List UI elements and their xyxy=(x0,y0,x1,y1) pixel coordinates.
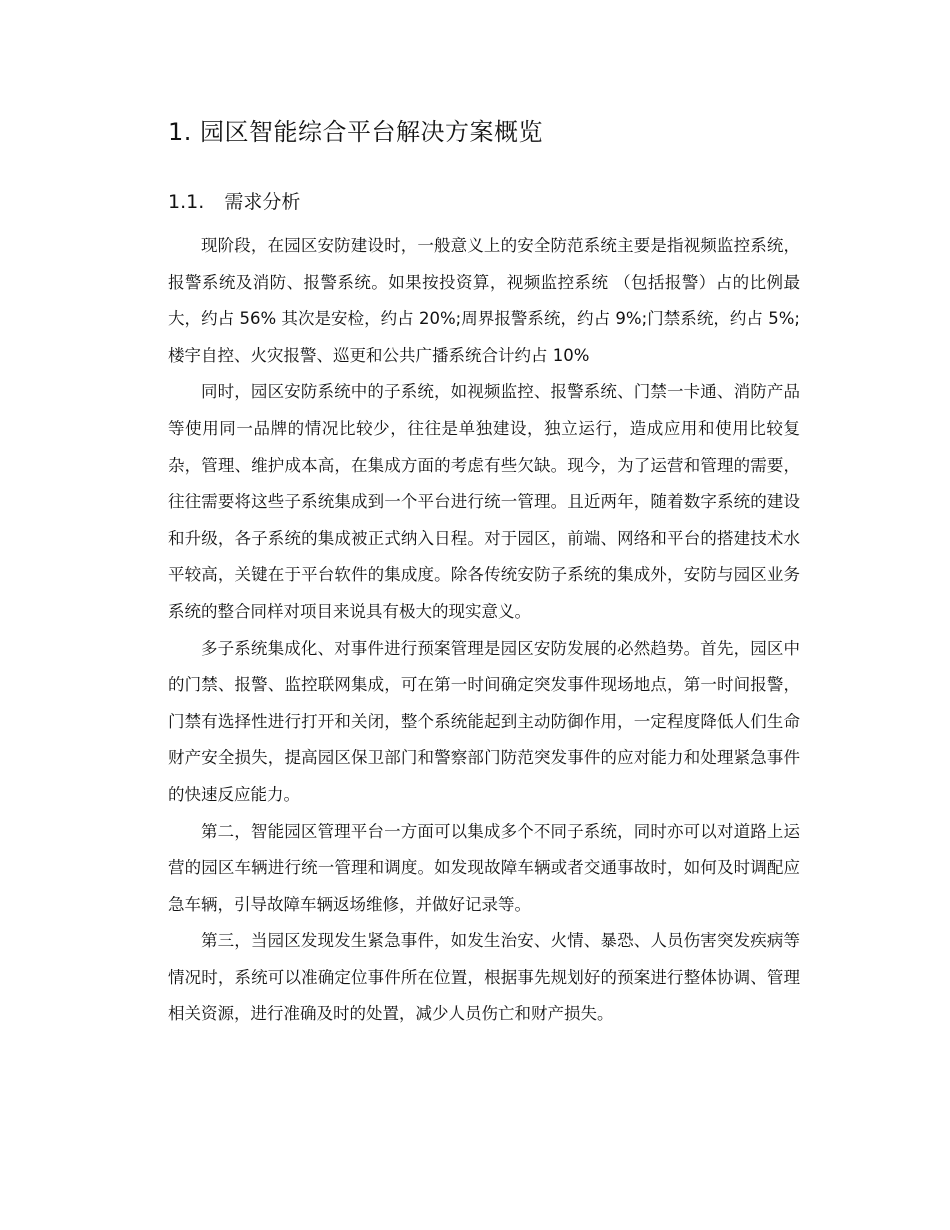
section-title: 园区智能综合平台解决方案概览 xyxy=(200,118,544,146)
paragraph-third: 第三，当园区发现发生紧急事件，如发生治安、火情、暴恐、人员伤害突发疾病等情况时，系统可以准确定位事件所在位置，根据事先规划好的预案进行整体协调、管理相关资源，进行准确及时的处置，减少人员伤亡和财产损失。 xyxy=(168,931,800,1024)
subsection-title: 需求分析 xyxy=(224,191,301,213)
section-heading xyxy=(168,114,543,150)
subsection-heading xyxy=(168,186,300,218)
body-text xyxy=(168,228,800,1033)
paragraph-demand-overview: 现阶段，在园区安防建设时，一般意义上的安全防范系统主要是指视频监控系统，报警系统及消防、报警系统。如果按投资算，视频监控系统 （包括报警）占的比例最大，约占 56% 其次是安检，约占 20%;周界报警系统，约占 9%;门禁系统，约占 5%;楼宇自控、火灾报警、巡更和公共广播系统合计约占 10% xyxy=(168,236,800,365)
paragraph-trend: 多子系统集成化、对事件进行预案管理是园区安防发展的必然趋势。首先，园区中的门禁、报警、监控联网集成，可在第一时间确定突发事件现场地点，第一时间报警，门禁有选择性进行打开和关闭，整个系统能起到主动防御作用，一定程度降低人们生命财产安全损失，提高园区保卫部门和警察部门防范突发事件的应对能力和处理紧急事件的快速反应能力。 xyxy=(168,638,800,804)
section-number: 1. xyxy=(168,118,192,146)
subsection-number: 1.1. xyxy=(168,191,205,213)
paragraph-second: 第二，智能园区管理平台一方面可以集成多个不同子系统，同时亦可以对道路上运营的园区车辆进行统一管理和调度。如发现故障车辆或者交通事故时，如何及时调配应急车辆，引导故障车辆返场维修，并做好记录等。 xyxy=(168,821,800,914)
paragraph-subsystem-integration: 同时，园区安防系统中的子系统，如视频监控、报警系统、门禁一卡通、消防产品等使用同一品牌的情况比较少，往往是单独建设，独立运行，造成应用和使用比较复杂，管理、维护成本高，在集成方面的考虑有些欠缺。现今，为了运营和管理的需要，往往需要将这些子系统集成到一个平台进行统一管理。且近两年，随着数字系统的建设和升级，各子系统的集成被正式纳入日程。对于园区，前端、网络和平台的搭建技术水平较高，关键在于平台软件的集成度。除各传统安防子系统的集成外，安防与园区业务系统的整合同样对项目来说具有极大的现实意义。 xyxy=(168,382,800,621)
